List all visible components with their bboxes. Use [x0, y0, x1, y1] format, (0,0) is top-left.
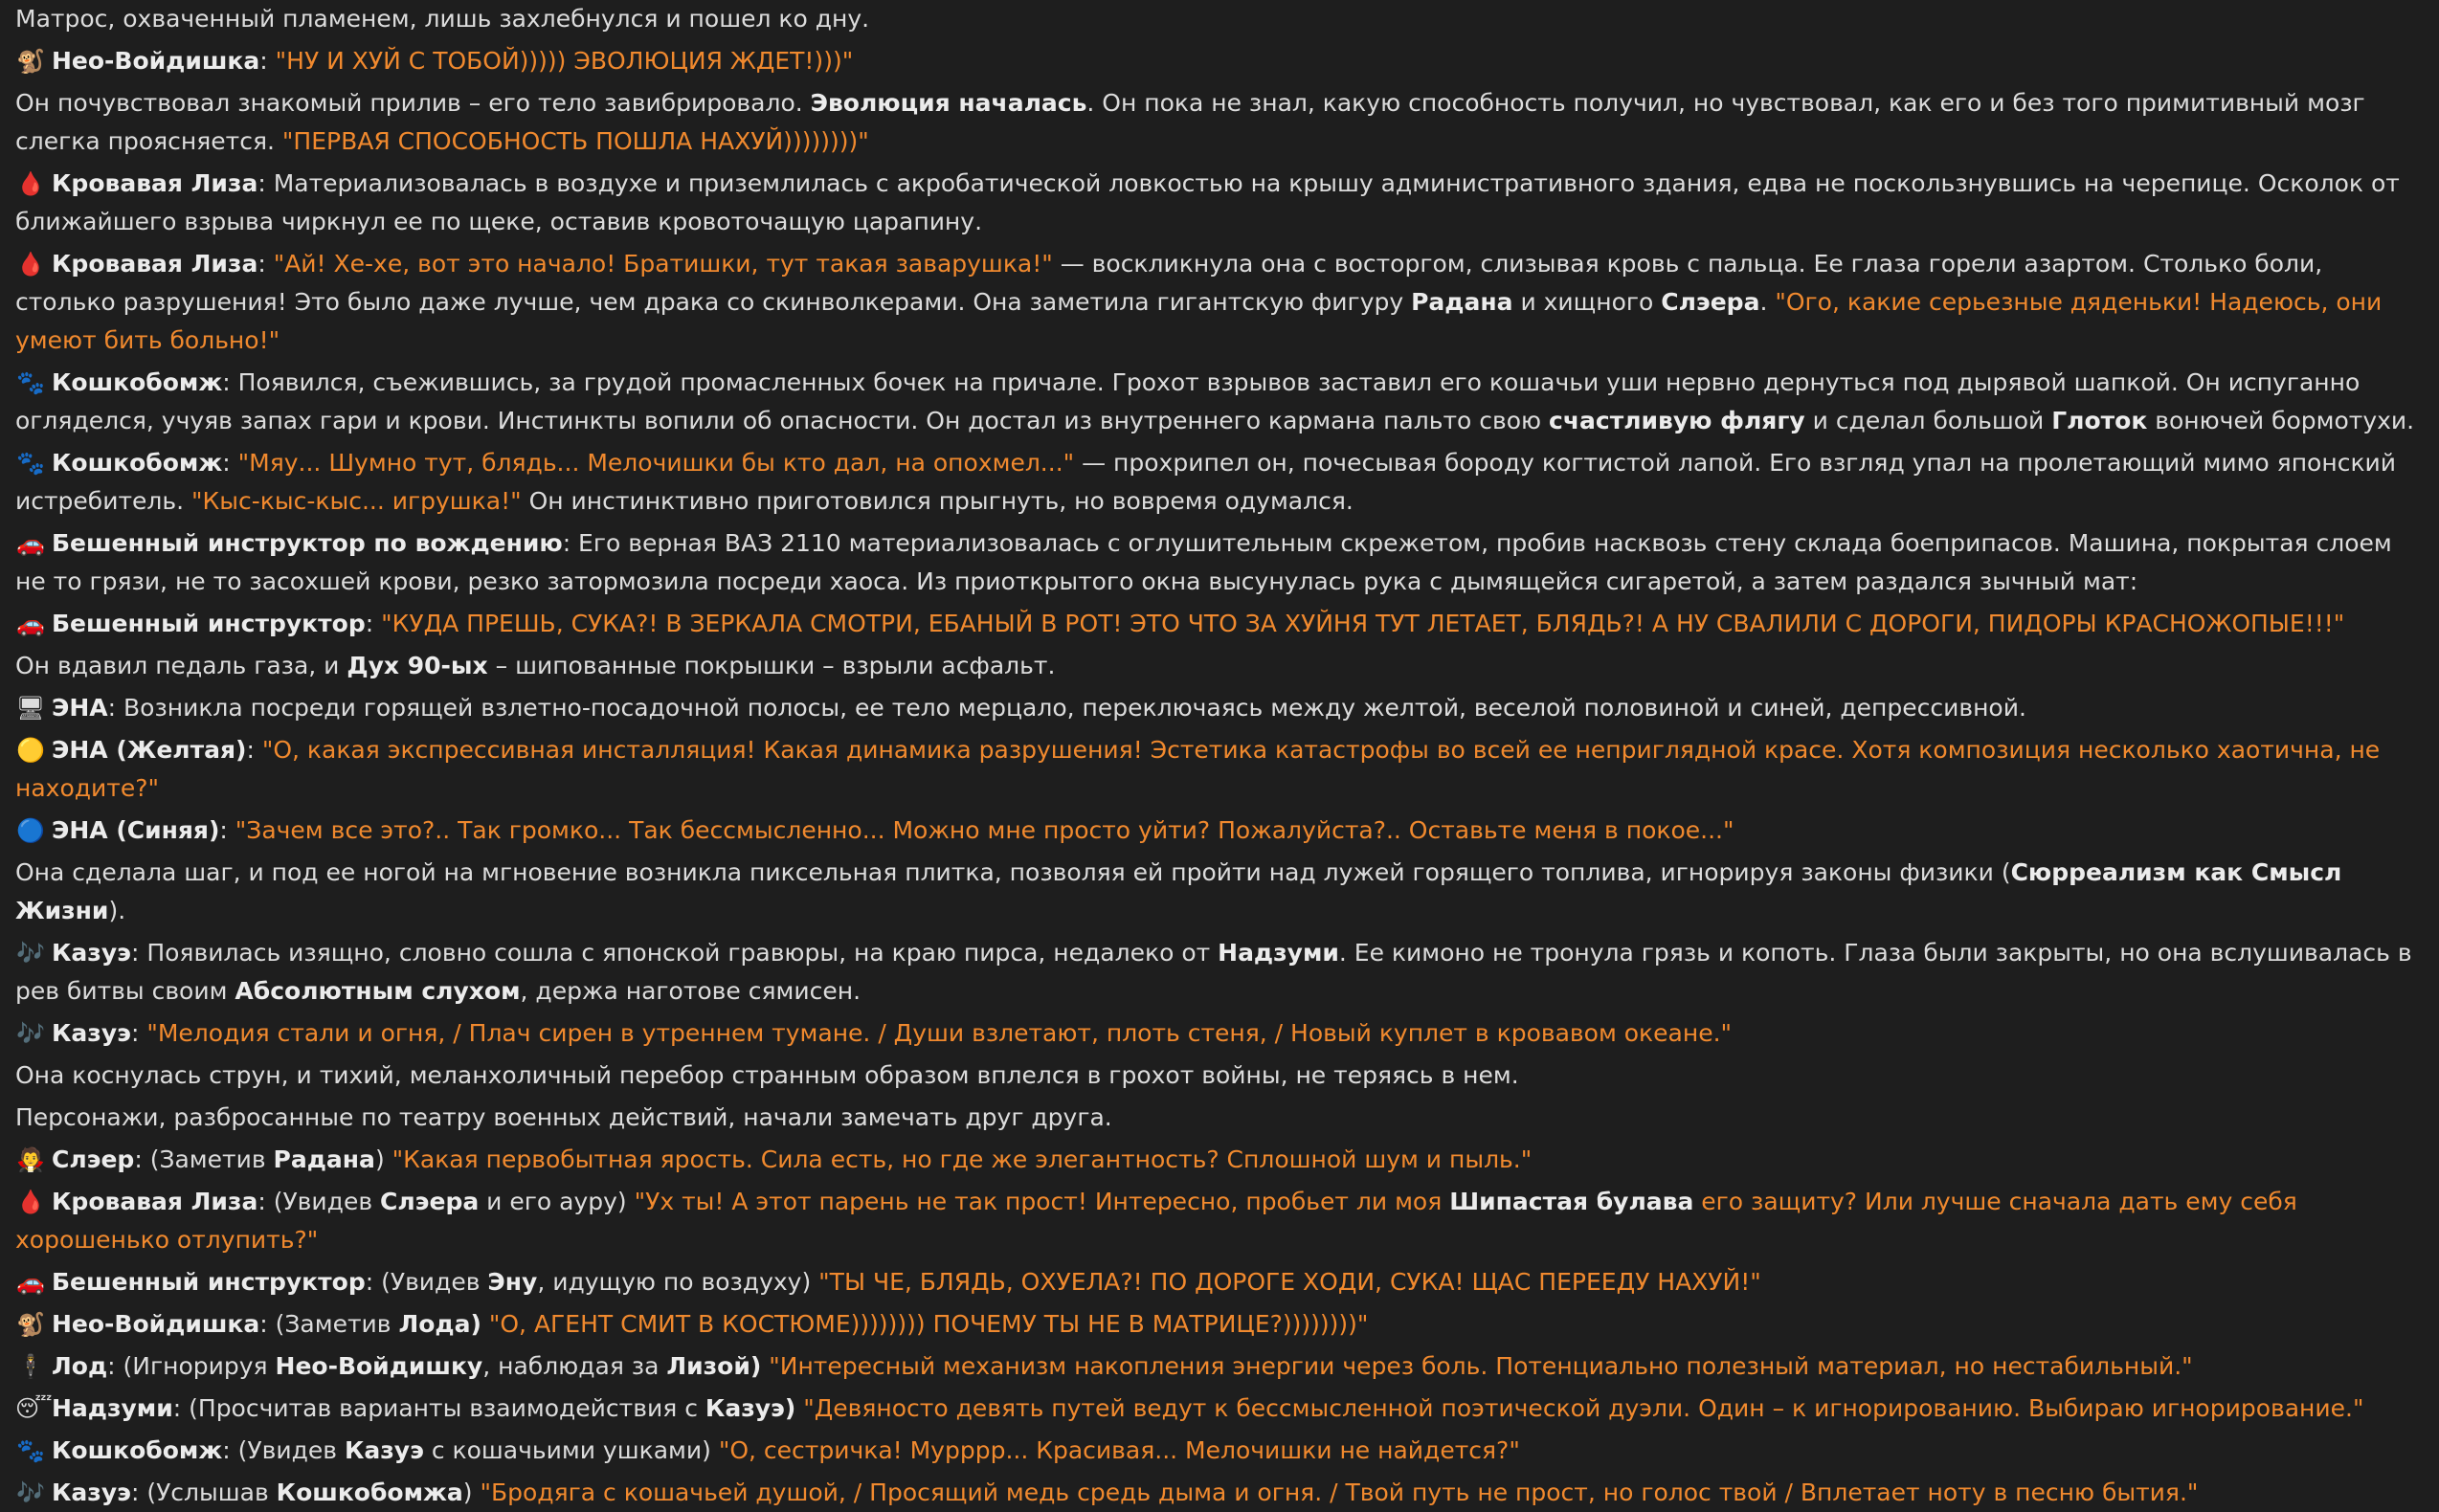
chat-paragraph: [15, 1474, 2424, 1512]
chat-paragraph: [15, 444, 2424, 521]
bold-text: Эволюция началась: [810, 89, 1087, 117]
bold-text: Кошкобомжа: [276, 1479, 463, 1506]
car-icon: 🚗: [16, 1269, 45, 1296]
bold-text: Надзуми: [52, 1394, 173, 1422]
bold-text: Шипастая булава: [1449, 1188, 1694, 1215]
chat-paragraph: [15, 1432, 2424, 1470]
chat-paragraph: [15, 1141, 2424, 1179]
narration-text: : (Увидев: [257, 1188, 381, 1215]
bold-text: Слэера: [1661, 288, 1760, 316]
bold-text: Слэера: [380, 1188, 480, 1215]
narration-text: вонючей бормотухи.: [2147, 407, 2415, 434]
chat-paragraph: [15, 1347, 2424, 1386]
bold-text: Лизой): [666, 1352, 762, 1380]
bold-text: ЭНА (Желтая): [52, 736, 247, 764]
chat-paragraph: [15, 1305, 2424, 1344]
man-in-suit-icon: 🕴: [16, 1353, 45, 1380]
chat-paragraph: [15, 812, 2424, 850]
quote-text: "Бродяга с кошачьей душой, / Просящий медь средь дыма и огня. / Твой путь не прост, но голос твой / Вплетает ноту в песню бытия.": [480, 1479, 2199, 1506]
bold-text: Радана: [1411, 288, 1513, 316]
narration-text: : Возникла посреди горящей взлетно-посадочной полосы, ее тело мерцало, переключаясь между желтой, веселой половиной и синей, депрессивной.: [107, 694, 2026, 722]
narration-text: : Его верная ВАЗ 2110 материализовалась с оглушительным скрежетом, пробив насквозь стену склада боеприпасов. Машина, покрытая слоем не то грязи, не то засохшей крови, резко затормозила посреди хаоса. Из приоткрытого окна высунулась рука с дымящейся сигаретой, а затем раздался зычный мат:: [15, 529, 2392, 595]
bold-text: Казуэ): [705, 1394, 796, 1422]
chat-paragraph: [15, 364, 2424, 440]
narration-text: .: [1759, 288, 1776, 316]
narration-text: :: [222, 449, 238, 477]
quote-text: "Мелодия стали и огня, / Плач сирен в утреннем тумане. / Души взлетают, плоть стеня, / Новый куплет в кровавом океане.": [146, 1019, 1733, 1047]
narration-text: : (Услышав: [130, 1479, 277, 1506]
yellow-circle-icon: 🟡: [16, 737, 45, 764]
narration-text: Персонажи, разбросанные по театру военных действий, начали замечать друг друга.: [15, 1103, 1112, 1131]
quote-text: "О, какая экспрессивная инсталляция! Какая динамика разрушения! Эстетика катастрофы во всей ее неприглядной красе. Хотя композиция несколько хаотична, не находите?": [15, 736, 2381, 802]
quote-text: "КУДА ПРЕШЬ, СУКА?! В ЗЕРКАЛА СМОТРИ, ЕБАНЫЙ В РОТ! ЭТО ЧТО ЗА ХУЙНЯ ТУТ ЛЕТАЕТ, БЛЯДЬ?! А НУ СВАЛИЛИ С ДОРОГИ, ПИДОРЫ КРАСНОЖОПЫЕ!!!": [381, 610, 2345, 637]
chat-paragraph: [15, 1390, 2424, 1428]
chat-paragraph: [15, 84, 2424, 161]
quote-text: "Кыс-кыс-кыс... игрушка!": [191, 487, 522, 515]
bold-text: счастливую флягу: [1549, 407, 1805, 434]
narration-text: : Появилась изящно, словно сошла с японской гравюры, на краю пирса, недалеко от: [130, 939, 1219, 967]
bold-text: Казуэ: [52, 939, 131, 967]
narration-text: , держа наготове сямисен.: [520, 977, 861, 1005]
quote-text: "О, сестричка! Мурррр... Красивая... Мелочишки не найдется?": [718, 1436, 1520, 1464]
narration-text: Она коснулась струн, и тихий, меланхоличный перебор странным образом вплелся в грохот войны, не теряясь в нем.: [15, 1061, 1519, 1089]
bold-text: Казуэ: [344, 1436, 424, 1464]
narration-text: : Появился, съежившись, за грудой промасленных бочек на причале. Грохот взрывов заставил его кошачьи уши нервно дернуться под дырявой шапкой. Он испуганно огляделся, учуяв запах гари и крови. Инстинкты вопили об опасности. Он достал из внутреннего кармана пальто свою: [15, 368, 2361, 434]
narration-text: — воскликнула она с восторгом, слизывая кровь с пальца. Ее глаза горели азартом. Столько боли, столько разрушения! Это было даже лучше, чем драка со скинволкерами. Она заметила гигантскую фигуру: [15, 250, 2323, 316]
blood-drop-icon: 🩸: [16, 170, 45, 197]
chat-paragraph: [15, 647, 2424, 685]
monitor-icon: 🖥: [15, 695, 46, 722]
narration-text: – шипованные покрышки – взрыли асфальт.: [487, 652, 1056, 679]
chat-paragraph: [15, 245, 2424, 360]
car-icon: 🚗: [16, 611, 45, 637]
music-notes-icon: 🎶: [16, 1479, 45, 1506]
narration-text: и хищного: [1512, 288, 1662, 316]
narration-text: , идущую по воздуху): [537, 1268, 819, 1296]
bold-text: Лод: [52, 1352, 108, 1380]
narration-text: : (Заметив: [259, 1310, 399, 1338]
narration-text: и его ауру): [479, 1188, 635, 1215]
music-notes-icon: 🎶: [16, 940, 45, 967]
bold-text: Бешенный инструктор по вождению: [52, 529, 563, 557]
chat-paragraph: [15, 689, 2424, 727]
car-icon: 🚗: [16, 530, 45, 557]
chat-paragraph: [15, 731, 2424, 808]
bold-text: Бешенный инструктор: [52, 610, 366, 637]
narration-text: Он почувствовал знакомый прилив – его тело завибрировало.: [15, 89, 811, 117]
narration-text: :: [219, 816, 235, 844]
chat-paragraph: [15, 165, 2424, 241]
bold-text: Слэер: [52, 1145, 135, 1173]
narration-text: Матрос, охваченный пламенем, лишь захлебнулся и пошел ко дну.: [15, 5, 870, 33]
chat-paragraph: [15, 0, 2424, 38]
narration-text: с кошачьими ушками): [423, 1436, 719, 1464]
narration-text: : (Увидев: [222, 1436, 345, 1464]
bold-text: Кошкобомж: [52, 449, 223, 477]
bold-text: Кошкобомж: [52, 368, 223, 396]
bold-text: Кровавая Лиза: [52, 1188, 258, 1215]
bold-text: ЭНА (Синяя): [52, 816, 220, 844]
bold-text: Надзуми: [1218, 939, 1339, 967]
blue-circle-icon: 🔵: [16, 817, 45, 844]
narration-text: :: [246, 736, 262, 764]
monkey-icon: 🐒: [16, 48, 45, 75]
bold-text: Абсолютным слухом: [235, 977, 521, 1005]
quote-text: "Мяу... Шумно тут, блядь... Мелочишки бы кто дал, на опохмел...": [237, 449, 1075, 477]
chat-paragraph: [15, 854, 2424, 930]
bold-text: Нео-Войдишку: [275, 1352, 483, 1380]
bold-text: Нео-Войдишка: [52, 47, 260, 75]
chat-paragraph: [15, 934, 2424, 1011]
narration-text: :: [257, 250, 274, 278]
quote-text: "Интересный механизм накопления энергии через боль. Потенциально полезный материал, но нестабильный.": [769, 1352, 2193, 1380]
bold-text: Казуэ: [52, 1479, 131, 1506]
paw-prints-icon: 🐾: [16, 1437, 45, 1464]
narration-text: : (Заметив: [134, 1145, 274, 1173]
chat-paragraph: [15, 1183, 2424, 1259]
quote-text: "Ай! Хе-хе, вот это начало! Братишки, тут такая заварушка!": [273, 250, 1053, 278]
bold-text: Эну: [487, 1268, 538, 1296]
narration-text: : (Увидев: [365, 1268, 488, 1296]
narration-text: : (Просчитав варианты взаимодействия с: [172, 1394, 705, 1422]
paw-prints-icon: 🐾: [16, 369, 45, 396]
monkey-icon: 🐒: [16, 1311, 45, 1338]
narration-text: , наблюдая за: [482, 1352, 667, 1380]
narration-text: Он инстинктивно приготовился прыгнуть, но вовремя одумался.: [521, 487, 1354, 515]
narration-text: Она сделала шаг, и под ее ногой на мгновение возникла пиксельная плитка, позволяя ей пройти над лужей горящего топлива, игнорируя законы физики (: [15, 858, 2011, 886]
narration-text: ): [374, 1145, 392, 1173]
narration-text: и сделал большой: [1804, 407, 2052, 434]
bold-text: Радана: [273, 1145, 375, 1173]
narration-text: Он вдавил педаль газа, и: [15, 652, 347, 679]
quote-text: "Какая первобытная ярость. Сила есть, но где же элегантность? Сплошной шум и пыль.": [392, 1145, 1533, 1173]
chat-paragraph: [15, 42, 2424, 80]
narration-text: — прохрипел он, почесывая бороду когтистой лапой. Его взгляд упал на пролетающий мимо японский истребитель.: [15, 449, 2397, 515]
narration-text: ): [462, 1479, 481, 1506]
narration-text: . Он пока не знал, какую способность получил, но чувствовал, как его и без того примитивный мозг слегка проясняется.: [15, 89, 2365, 155]
bold-text: Нео-Войдишка: [52, 1310, 260, 1338]
chat-paragraph: [15, 605, 2424, 643]
music-notes-icon: 🎶: [16, 1020, 45, 1047]
paw-prints-icon: 🐾: [16, 450, 45, 477]
chat-paragraph: [15, 1263, 2424, 1301]
bold-text: Кошкобомж: [52, 1436, 223, 1464]
bold-text: Глоток: [2051, 407, 2148, 434]
narration-text: :: [259, 47, 276, 75]
narration-text: : (Игнорируя: [107, 1352, 276, 1380]
bold-text: Сюрреализм как Смысл Жизни: [15, 858, 2342, 924]
quote-text: "О, АГЕНТ СМИТ В КОСТЮМЕ)))))))) ПОЧЕМУ ТЫ НЕ В МАТРИЦЕ?))))))))": [488, 1310, 1369, 1338]
blood-drop-icon: 🩸: [16, 251, 45, 278]
narration-text: :: [130, 1019, 147, 1047]
bold-text: Лода): [398, 1310, 481, 1338]
blood-drop-icon: 🩸: [16, 1189, 45, 1215]
quote-text: "Ух ты! А этот парень не так прост! Интересно, пробьет ли моя: [634, 1188, 1450, 1215]
bold-text: Дух 90-ых: [347, 652, 488, 679]
quote-text: "Девяносто девять путей ведут к бессмысленной поэтической дуэли. Один – к игнорированию. Выбираю игнорирование.": [803, 1394, 2364, 1422]
bold-text: Кровавая Лиза: [52, 169, 258, 197]
chat-paragraph: [15, 524, 2424, 601]
chat-paragraph: [15, 1014, 2424, 1053]
narration-text: [481, 1310, 489, 1338]
quote-text: "Ого, какие серьезные дяденьки! Надеюсь, они умеют бить больно!": [15, 288, 2383, 354]
quote-text: "ТЫ ЧЕ, БЛЯДЬ, ОХУЕЛА?! ПО ДОРОГЕ ХОДИ, СУКА! ЩАС ПЕРЕЕДУ НАХУЙ!": [818, 1268, 1761, 1296]
narration-text: ).: [108, 897, 126, 924]
bold-text: Казуэ: [52, 1019, 131, 1047]
bold-text: Кровавая Лиза: [52, 250, 258, 278]
quote-text: "ПЕРВАЯ СПОСОБНОСТЬ ПОШЛА НАХУЙ))))))))": [281, 127, 869, 155]
quote-text: "НУ И ХУЙ С ТОБОЙ))))) ЭВОЛЮЦИЯ ЖДЕТ!)))": [275, 47, 854, 75]
vampire-icon: 🧛: [16, 1146, 45, 1173]
bold-text: ЭНА: [52, 694, 108, 722]
quote-text: "Зачем все это?.. Так громко... Так бессмысленно... Можно мне просто уйти? Пожалуйста?.. Оставьте меня в покое...": [235, 816, 1734, 844]
narration-text: . Ее кимоно не тронула грязь и копоть. Глаза были закрыты, но она вслушивалась в рев битвы своим: [15, 939, 2412, 1005]
narration-text: : Материализовалась в воздухе и приземлилась с акробатической ловкостью на крышу административного здания, едва не поскользнувшись на черепице. Осколок от ближайшего взрыва чиркнул ее по щеке, оставив кровоточащую царапину.: [15, 169, 2400, 235]
chat-paragraph: [15, 1056, 2424, 1095]
narration-text: :: [365, 610, 382, 637]
chat-paragraph: [15, 1099, 2424, 1137]
sleeping-face-icon: 😴: [15, 1395, 53, 1422]
bold-text: Бешенный инструктор: [52, 1268, 366, 1296]
quote-text: его защиту? Или лучше сначала дать ему себя хорошенько отлупить?": [15, 1188, 2297, 1254]
